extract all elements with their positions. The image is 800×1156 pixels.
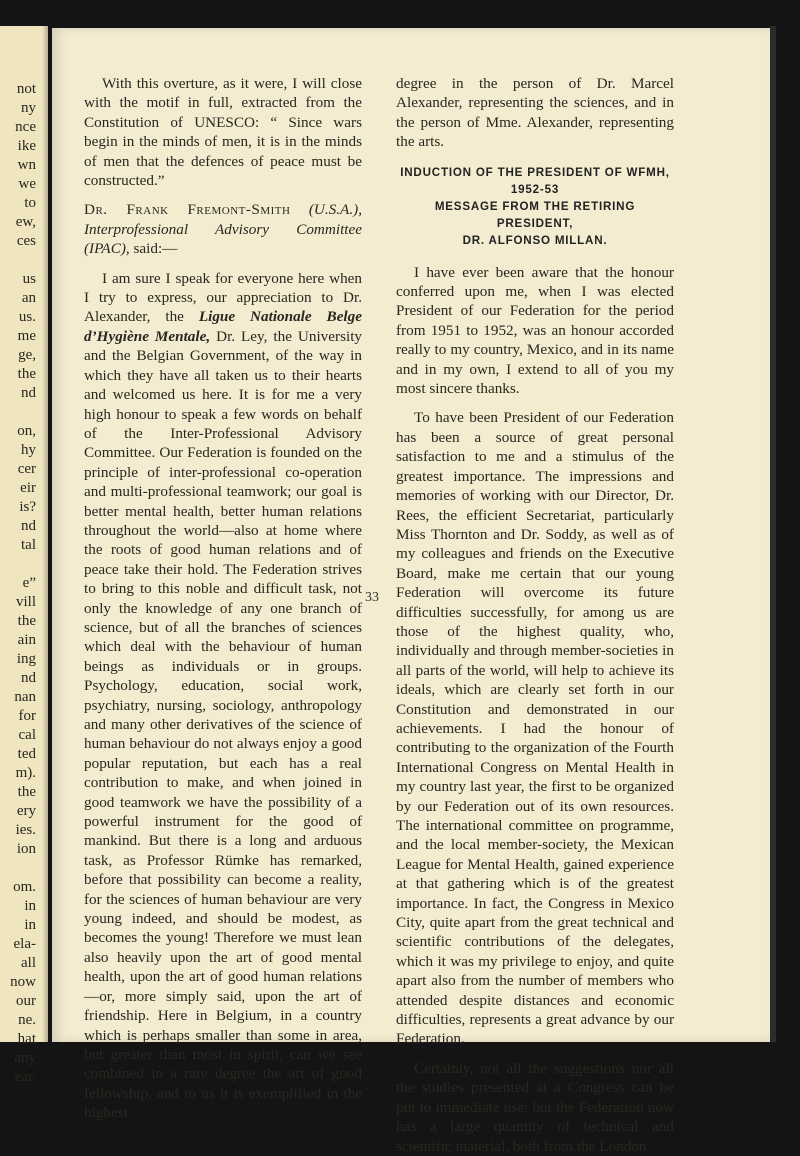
adjacent-line-fragment: any bbox=[14, 1050, 36, 1066]
adjacent-line-fragment: ike bbox=[17, 138, 36, 154]
ligue-name: Ligue Nationale Belge d’Hygiène Mentale, bbox=[84, 308, 362, 345]
adjacent-line-fragment: m). bbox=[15, 765, 36, 781]
adjacent-line-fragment: ces bbox=[16, 233, 36, 249]
adjacent-line-fragment: me bbox=[17, 328, 36, 344]
adjacent-line-fragment bbox=[0, 251, 36, 270]
adjacent-line-fragment: wn bbox=[17, 157, 36, 173]
adjacent-line-fragment bbox=[0, 403, 36, 422]
paragraph-presidency: To have been President of our Federation has been a source of great personal satisfaction to me and a stimulus of the greatest importance. The impressions and memories of working with our Director, Dr. Rees, the efficient Secretariat, particularly Miss Thornton and Dr. Soddy, as well as of my colleagues and friends on the Executive Board, make me certain that our young Federation will overcome its future difficulties successfully, for among us are those of the highest quality, who, individually and through member-societies in all parts of the world, will help to achieve its ideals, which are clearly set forth in our Constitution and demonstrated in our achievements. I had the honour of contributing to the organization of the Fourth International Congress on Mental Health in my country last year, the first to be organized by our Federation out of its own resources. The international committee on programme, and the local member-society, the Mexican League for Mental Health, gained experience at that gathering which is of the greatest importance. In fact, the Congress in Mexico City, quite apart from the great technical and scientific contributions of the delegates, which it was my privilege to enjoy, and quite apart also from the number of members who attended despite distances and economic difficulties, represents a great advance by our Federation. bbox=[396, 409, 674, 1048]
adjacent-line-fragment: now bbox=[10, 974, 36, 990]
adjacent-line-fragment: ery bbox=[16, 803, 36, 819]
speaker-country: (U.S.A.), bbox=[308, 201, 362, 219]
adjacent-line-fragment: ge, bbox=[18, 347, 36, 363]
adjacent-line-fragment: om. bbox=[13, 879, 36, 895]
speaker-name: Dr. Frank Fremont-Smith bbox=[84, 201, 291, 219]
adjacent-line-fragment: on, bbox=[17, 423, 36, 439]
heading-line-4: DR. ALFONSO MILLAN. bbox=[462, 233, 608, 247]
adjacent-line-fragment: in bbox=[24, 917, 36, 933]
heading-line-1: INDUCTION OF THE PRESIDENT OF WFMH, bbox=[400, 165, 670, 179]
adjacent-line-fragment: all bbox=[21, 955, 36, 971]
adjacent-line-fragment: our bbox=[16, 993, 36, 1009]
adjacent-line-fragment bbox=[0, 555, 36, 574]
adjacent-line-fragment: the bbox=[17, 784, 36, 800]
adjacent-line-fragment: to bbox=[24, 195, 36, 211]
adjacent-line-fragment: nd bbox=[21, 518, 36, 534]
adjacent-line-fragment: the bbox=[17, 613, 36, 629]
adjacent-line-fragment: ies. bbox=[15, 822, 36, 838]
adjacent-line-fragment: nce bbox=[15, 119, 36, 135]
adjacent-line-fragment: cal bbox=[18, 727, 36, 743]
adjacent-line-fragment: ion bbox=[16, 841, 36, 857]
adjacent-line-fragment: e” bbox=[22, 575, 36, 591]
paragraph-overture: With this overture, as it were, I will close with the motif in full, extracted from the Constitution of UNESCO: “ Since wars begin in the minds of men, it is in the minds of men that the defences of peace must be constructed.” bbox=[84, 75, 362, 190]
adjacent-line-fragment: cer bbox=[17, 461, 36, 477]
adjacent-line-fragment: for bbox=[18, 708, 36, 724]
adjacent-page-fragment bbox=[0, 26, 48, 1085]
speaker-said: said:— bbox=[133, 240, 178, 258]
adjacent-line-fragment: ing bbox=[16, 651, 36, 667]
adjacent-line-fragment: the bbox=[17, 366, 36, 382]
page-number: 33 bbox=[365, 590, 379, 605]
adjacent-page-text bbox=[0, 80, 36, 1087]
page-gutter-shadow bbox=[42, 26, 48, 1042]
adjacent-line-fragment: ela- bbox=[13, 936, 36, 952]
book-edge bbox=[770, 26, 776, 1042]
paragraph-ipac-speech bbox=[84, 269, 362, 1123]
adjacent-line-fragment: not bbox=[16, 81, 36, 97]
adjacent-line-fragment: ain bbox=[17, 632, 36, 648]
speech-rest: Dr. Ley, the University and the Belgian Government, of the way in which they have all taken us to their hearts and welcomed us here. It is for me a very high honour to speak a few words on behalf of the Inter-Professional Advisory Committee. Our Federation is founded on the principle of inter-professional co-operation and multi-professional teamwork; our goal is better mental health, better human relations throughout the world—also at home where the roots of good human relations and of peace take their hold. The Federation strives to bring to this noble and difficult task, not only the knowledge of any one branch of science, but of all the branches of sciences which deal with the behaviour of human beings as individuals or in groups. Psychology, education, social work, psychiatry, nursing, sociology, anthropology and many other derivatives of the science of human behaviour do not always enjoy a good popular reputation, but each has a real contribution to make, and when joined in good teamwork we have the possibility of a powerful instrument for the good of mankind. But there is a long and arduous task, as Professor Rümke has remarked, before that possibility can become a reality, for the sciences of human behaviour are very young indeed, and should be modest, as becomes the young! Therefore we must lean also heavily upon the art of good mental health, upon the art of good human relations—or, more simply said, upon the art of friendship. Here in Belgium, in a country which is perhaps smaller than some in area, but greater than most in spirit, can we see combined in a rare degree the art of good fellowship, and to us it is exemplified in the highest bbox=[84, 327, 363, 1122]
adjacent-line-fragment: tal bbox=[21, 537, 36, 553]
adjacent-line-fragment: us bbox=[22, 271, 36, 287]
adjacent-line-fragment: we bbox=[18, 176, 36, 192]
paragraph-continuation: degree in the person of Dr. Marcel Alexander, representing the sciences, and in the person of Mme. Alexander, representing the arts. bbox=[396, 75, 674, 151]
adjacent-line-fragment: nd bbox=[21, 385, 36, 401]
adjacent-line-fragment: eir bbox=[20, 480, 36, 496]
paragraph-honour: I have ever been aware that the honour conferred upon me, when I was elected President of our Federation for the period from 1951 to 1952, was an honour accorded really to my country, Mexico, and in its name and in my own, I extend to all of you my most sincere thanks. bbox=[396, 263, 674, 398]
speaker-attribution bbox=[84, 200, 362, 258]
section-heading bbox=[396, 164, 674, 249]
speaker-role: Interprofessional Advisory Committee (IPAC), bbox=[84, 220, 362, 258]
adjacent-line-fragment: us. bbox=[18, 309, 36, 325]
heading-line-3: MESSAGE FROM THE RETIRING PRESIDENT, bbox=[434, 199, 636, 230]
paragraph-suggestions: Certainly, not all the suggestions nor all the studies presented at a Congress can be put to immediate use; but the Federation now has a large quantity of technical and scientific material, both from the London bbox=[396, 1059, 674, 1155]
adjacent-line-fragment: ny bbox=[21, 100, 36, 116]
right-text-column bbox=[396, 74, 674, 1156]
adjacent-line-fragment: ne. bbox=[18, 1012, 36, 1028]
adjacent-line-fragment: nan bbox=[14, 689, 36, 705]
adjacent-line-fragment: an bbox=[21, 290, 36, 306]
adjacent-line-fragment: hy bbox=[21, 442, 36, 458]
adjacent-line-fragment: hat bbox=[17, 1031, 36, 1047]
speech-start: I am sure I speak for everyone here when I try to express, our appreciation to Dr. Alexander, the bbox=[84, 269, 362, 326]
adjacent-line-fragment: ear. bbox=[14, 1069, 36, 1085]
adjacent-line-fragment: vill bbox=[15, 594, 36, 610]
heading-line-2: 1952-53 bbox=[510, 182, 560, 196]
adjacent-line-fragment: nd bbox=[21, 670, 36, 686]
left-text-column bbox=[84, 74, 362, 1123]
adjacent-line-fragment: is? bbox=[19, 499, 36, 515]
adjacent-line-fragment: ted bbox=[17, 746, 36, 762]
book-page bbox=[52, 28, 770, 1155]
adjacent-line-fragment: in bbox=[24, 898, 36, 914]
adjacent-line-fragment bbox=[0, 859, 36, 878]
adjacent-line-fragment: ew, bbox=[15, 214, 36, 230]
